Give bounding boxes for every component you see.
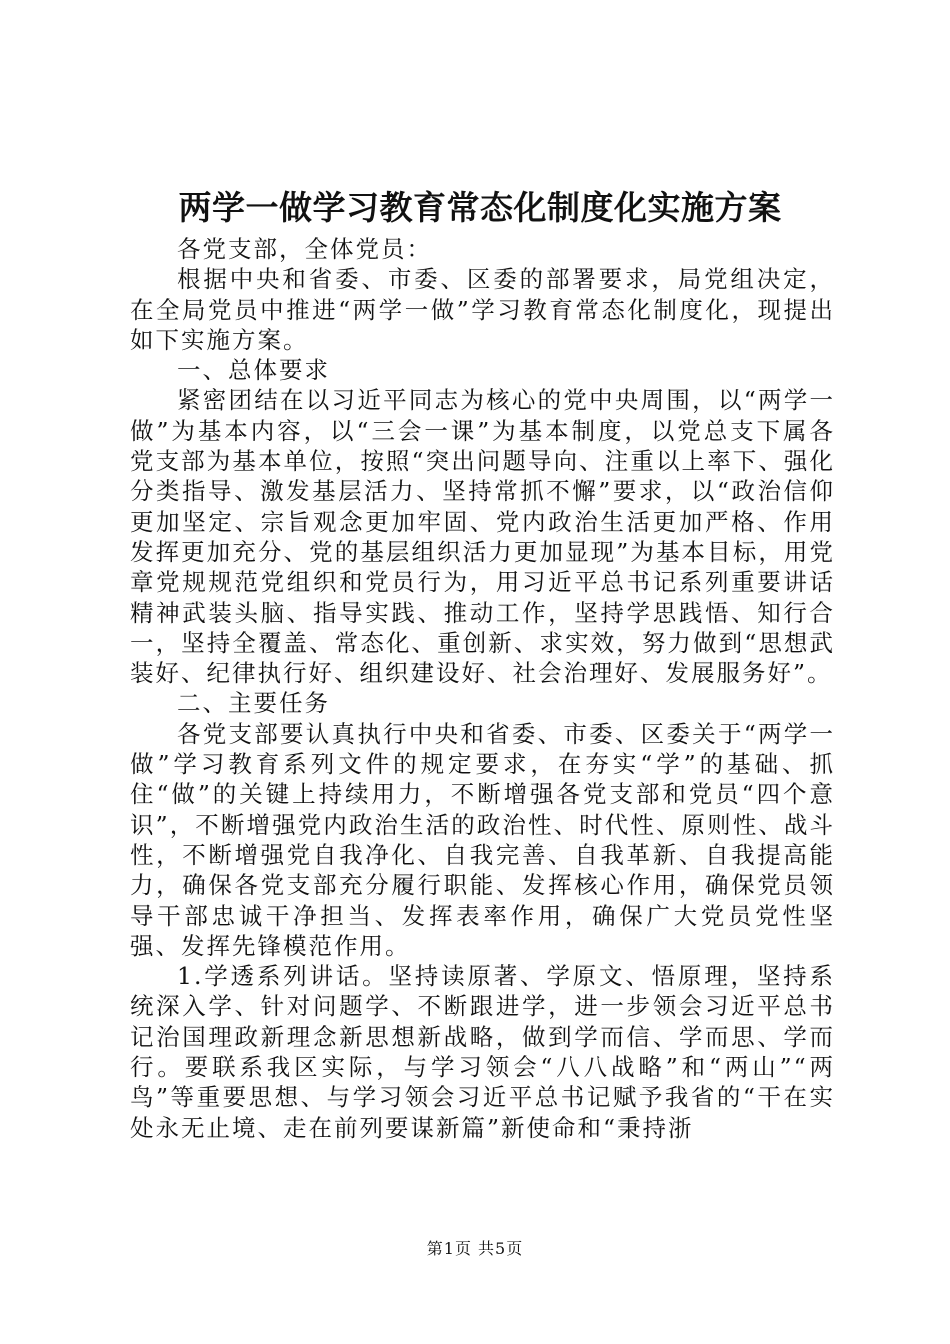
section-heading-general-requirements: 一、总体要求 bbox=[177, 356, 330, 385]
main-tasks-paragraph: 各党支部要认真执行中央和省委、市委、区委关于“两学一做”学习教育系列文件的规定要求，在夯实“学”的基础、抓住“做”的关键上持续用力，不断增强各党支部和党员“四个意识”，不断增强党内政治生活的政治性、时代性、原则性、战斗性，不断增强党自我净化、自我完善、自我革新、自我提高能力，确保各党支部充分履行职能、发挥核心作用，确保党员领导干部忠诚干净担当、发挥表率作用，确保广大党员党性坚强、发挥先锋模范作用。 bbox=[130, 719, 835, 960]
document-body bbox=[130, 234, 835, 1143]
document-title: 两学一做学习教育常态化制度化实施方案 bbox=[178, 188, 782, 227]
salutation-paragraph: 各党支部，全体党员： bbox=[177, 235, 432, 263]
general-requirements-paragraph: 紧密团结在以习近平同志为核心的党中央周围，以“两学一做”为基本内容，以“三会一课”为基本制度，以党总支下属各党支部为基本单位，按照“突出问题导向、注重以上率下、强化分类指导、激发基层活力、坚持常抓不懈”要求，以“政治信仰更加坚定、宗旨观念更加牢固、党内政治生活更加严格、作用发挥更加充分、党的基层组织活力更加显现”为基本目标，用党章党规规范党组织和党员行为，用习近平总书记系列重要讲话精神武装头脑、指导实践、推动工作，坚持学思践悟、知行合一，坚持全覆盖、常态化、重创新、求实效，努力做到“思想武装好、纪律执行好、组织建设好、社会治理好、发展服务好”。 bbox=[130, 386, 835, 688]
intro-paragraph: 根据中央和省委、市委、区委的部署要求，局党组决定，在全局党员中推进“两学一做”学习教育常态化制度化，现提出如下实施方案。 bbox=[130, 265, 835, 354]
section-heading-main-tasks: 二、主要任务 bbox=[177, 689, 330, 718]
task-item-1-paragraph: 1.学透系列讲话。坚持读原著、学原文、悟原理，坚持系统深入学、针对问题学、不断跟进学，进一步领会习近平总书记治国理政新理念新思想新战略，做到学而信、学而思、学而行。要联系我区实际，与学习领会“八八战略”和“两山”“两鸟”等重要思想、与学习领会习近平总书记赋予我省的“干在实处永无止境、走在前列要谋新篇”新使命和“秉持浙 bbox=[130, 962, 835, 1142]
page-footer: 第1页 共5页 bbox=[426, 1239, 524, 1258]
